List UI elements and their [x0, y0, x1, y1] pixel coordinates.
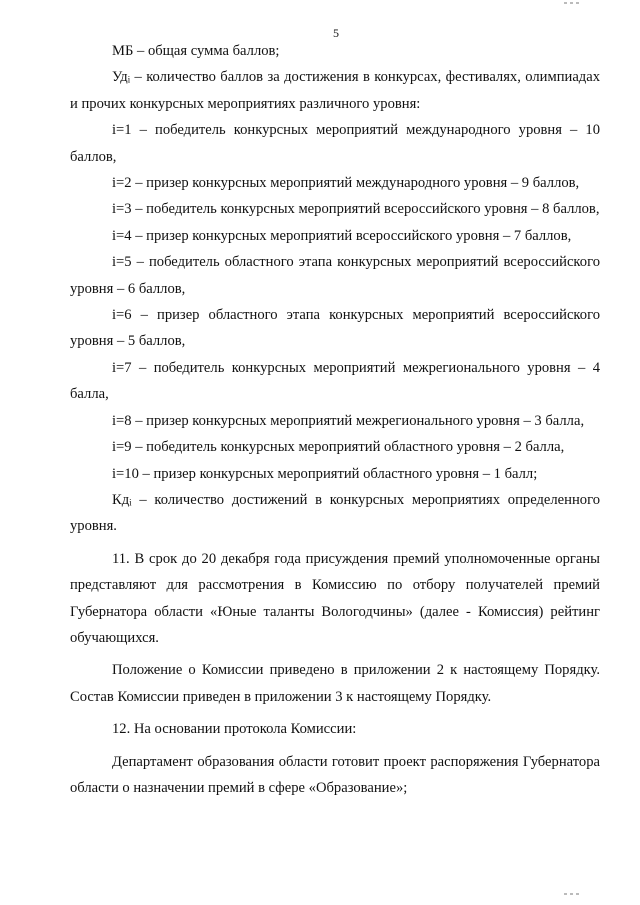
- list-item-i8: i=8 – призер конкурсных мероприятий межрегионального уровня – 3 балла,: [112, 412, 585, 429]
- scan-mark-bottom: [564, 893, 582, 895]
- paragraph-department-order: Департамент образования области готовит проект распоряжения Губернатора области о назначении премий в сфере «Образование»;: [70, 753, 600, 796]
- document-body: [70, 38, 600, 801]
- page-number: 5: [333, 26, 339, 40]
- list-item-i5: i=5 – победитель областного этапа конкурсных мероприятий всероссийского уровня – 6 баллов,: [70, 254, 600, 297]
- list-item-i10: i=10 – призер конкурсных мероприятий областного уровня – 1 балл;: [112, 465, 538, 482]
- paragraph-commission-regulation: Положение о Комиссии приведено в приложении 2 к настоящему Порядку. Состав Комиссии приведен в приложении 3 к настоящему Порядку.: [70, 662, 600, 705]
- list-item-i9: i=9 – победитель конкурсных мероприятий областного уровня – 2 балла,: [112, 439, 565, 456]
- list-item-i3: i=3 – победитель конкурсных мероприятий всероссийского уровня – 8 баллов,: [112, 201, 600, 218]
- paragraph-kd-definition: Кдᵢ – количество достижений в конкурсных мероприятиях определенного уровня.: [70, 491, 600, 535]
- paragraph-clause-11: 11. В срок до 20 декабря года присуждения премий уполномоченные органы представляют для рассмотрения в Комиссию по отбору получателей премий Губернатора области «Юные таланты Вологодчины» (далее - Комиссия) рейтинг обучающихся.: [70, 550, 600, 646]
- list-item-i1: i=1 – победитель конкурсных мероприятий международного уровня – 10 баллов,: [70, 122, 600, 165]
- list-item-i6: i=6 – призер областного этапа конкурсных мероприятий всероссийского уровня – 5 баллов,: [70, 307, 600, 350]
- list-item-i2: i=2 – призер конкурсных мероприятий международного уровня – 9 баллов,: [112, 175, 580, 192]
- paragraph-ud-definition: Удᵢ – количество баллов за достижения в конкурсах, фестивалях, олимпиадах и прочих конкурсных мероприятиях различного уровня:: [70, 69, 600, 112]
- paragraph-clause-12: 12. На основании протокола Комиссии:: [112, 721, 357, 738]
- list-item-i4: i=4 – призер конкурсных мероприятий всероссийского уровня – 7 баллов,: [112, 227, 572, 244]
- paragraph-mb-definition: МБ – общая сумма баллов;: [112, 43, 280, 59]
- scan-mark-top: [564, 2, 582, 4]
- list-item-i7: i=7 – победитель конкурсных мероприятий межрегионального уровня – 4 балла,: [70, 359, 600, 403]
